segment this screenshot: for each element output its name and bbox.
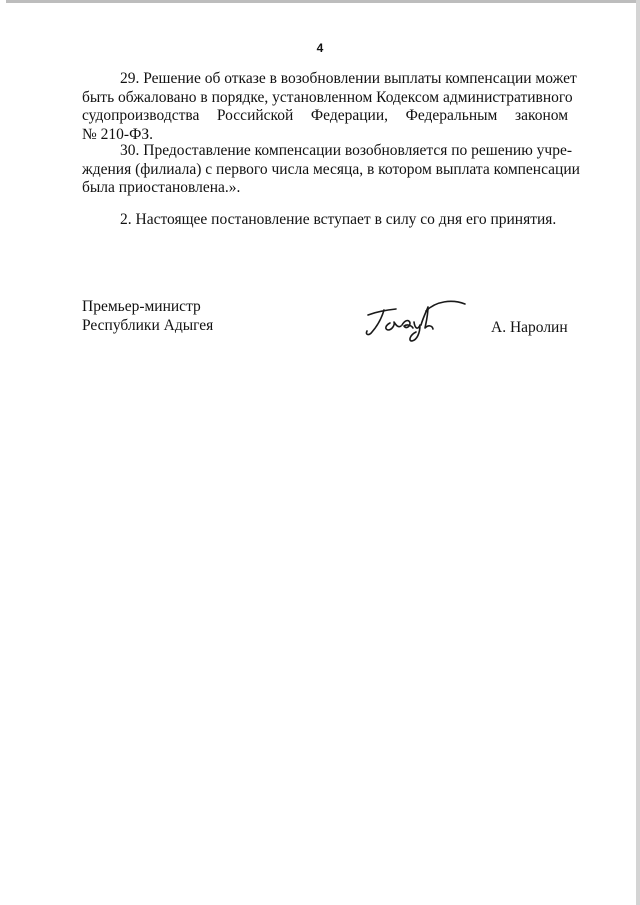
paragraph-30 bbox=[82, 142, 580, 198]
scan-edge-right bbox=[636, 0, 640, 905]
paragraph-30-line: ждения (филиала) с первого числа месяца, в котором выплата компенсации bbox=[82, 160, 580, 178]
signer-name: А. Наролин bbox=[491, 319, 568, 336]
paragraph-30-line: была приостановлена.». bbox=[82, 179, 241, 197]
handwritten-signature bbox=[362, 295, 474, 343]
scan-edge-top bbox=[6, 0, 636, 3]
page-number: 4 bbox=[316, 41, 324, 55]
paragraph-29-line: судопроизводства Российской Федерации, Федеральным законом bbox=[82, 107, 568, 125]
paragraph-29-line: быть обжаловано в порядке, установленном Кодексом административного bbox=[82, 88, 573, 106]
signatory-title-line2: Республики Адыгея bbox=[82, 317, 214, 334]
signatory-title bbox=[82, 297, 213, 335]
paragraph-29-line: 29. Решение об отказе в возобновлении выплаты компенсации может bbox=[120, 70, 577, 87]
paragraph-29-line: № 210-ФЗ. bbox=[82, 126, 153, 144]
paragraph-29 bbox=[82, 70, 577, 145]
paragraph-2-line: 2. Настоящее постановление вступает в силу со дня его принятия. bbox=[120, 211, 557, 228]
paragraph-2-effective-date bbox=[82, 211, 568, 230]
paragraph-30-line: 30. Предоставление компенсации возобновляется по решению учре- bbox=[120, 142, 572, 159]
signatory-title-line1: Премьер-министр bbox=[82, 298, 201, 315]
